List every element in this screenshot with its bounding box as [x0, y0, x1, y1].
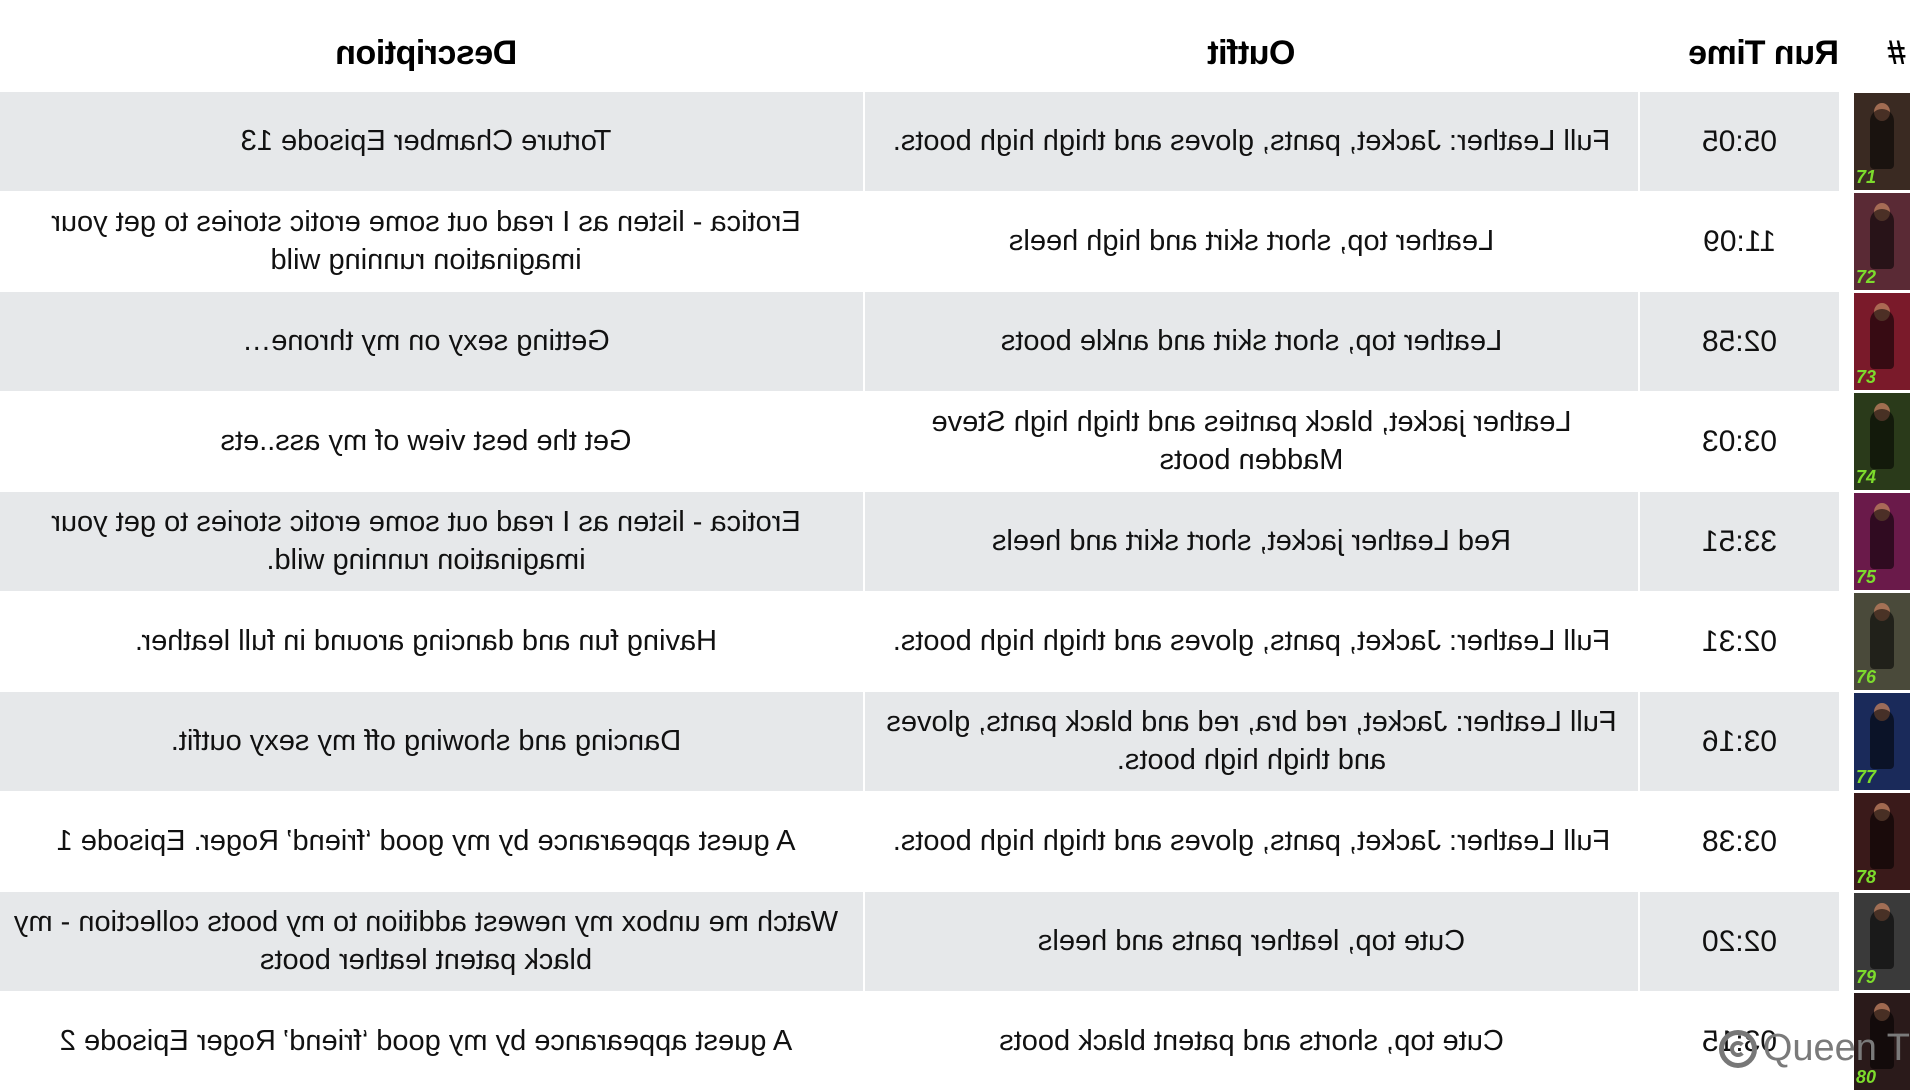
row-spacer	[1839, 92, 1852, 192]
outfit-cell: Full Leather: Jacket, pants, gloves and thigh high boots.	[864, 792, 1639, 892]
episode-number-badge: 80	[1856, 1067, 1877, 1087]
episode-thumbnail[interactable]	[1854, 593, 1910, 690]
runtime-cell: 02:20	[1639, 892, 1839, 992]
thumbnail-figure-body	[1870, 109, 1894, 169]
thumbnail-figure-body	[1870, 909, 1894, 969]
episode-table	[0, 14, 1910, 1092]
episode-thumbnail[interactable]	[1854, 693, 1910, 790]
episode-thumbnail[interactable]	[1854, 293, 1910, 390]
header-runtime: Run Time	[1688, 33, 1839, 72]
runtime-cell: 05:05	[1639, 92, 1839, 192]
runtime-cell: 03:16	[1639, 692, 1839, 792]
row-spacer	[1839, 192, 1852, 292]
episode-thumbnail[interactable]	[1854, 793, 1910, 890]
header-outfit: Outfit	[1207, 33, 1296, 72]
row-spacer	[1839, 792, 1852, 892]
row-spacer	[1839, 692, 1852, 792]
watermark-text: Queen T	[1762, 1027, 1910, 1069]
header-description: Description	[335, 33, 518, 72]
header-number: #	[1887, 33, 1906, 72]
row-spacer	[1839, 292, 1852, 392]
watermark	[1719, 1027, 1910, 1070]
description-cell: Erotica - listen as I read out some erotic stories to get your imagination running wild	[0, 192, 864, 292]
description-cell: A guest appearance by my good ‘friend’ Roger. Episode 1	[0, 792, 864, 892]
thumbnail-cell	[1852, 192, 1910, 292]
table-row	[0, 192, 1910, 292]
runtime-cell: 11:09	[1639, 192, 1839, 292]
runtime-cell: 33:51	[1639, 492, 1839, 592]
thumbnail-cell	[1852, 292, 1910, 392]
description-cell: Getting sexy on my throne…	[0, 292, 864, 392]
copyright-icon	[1719, 1030, 1757, 1068]
outfit-cell: Full Leather: Jacket, pants, gloves and thigh high boots.	[864, 592, 1639, 692]
episode-thumbnail[interactable]	[1854, 193, 1910, 290]
row-spacer	[1839, 392, 1852, 492]
episode-number-badge: 71	[1856, 167, 1877, 187]
thumbnail-figure-body	[1870, 609, 1894, 669]
thumbnail-figure-body	[1870, 209, 1894, 269]
table-row	[0, 992, 1910, 1092]
episode-number-badge: 79	[1856, 967, 1877, 987]
outfit-cell: Leather top, short skirt and ankle boots	[864, 292, 1639, 392]
episode-number-badge: 75	[1856, 567, 1877, 587]
episode-thumbnail[interactable]	[1854, 893, 1910, 990]
runtime-cell: 03:38	[1639, 792, 1839, 892]
runtime-cell: 03:03	[1639, 392, 1839, 492]
runtime-cell: 02:58	[1639, 292, 1839, 392]
description-cell: Watch me unbox my newest addition to my boots collection - my black patent leather boots	[0, 892, 864, 992]
episode-number-badge: 76	[1856, 667, 1877, 687]
thumbnail-figure-body	[1870, 709, 1894, 769]
thumbnail-figure-body	[1870, 409, 1894, 469]
description-cell: A guest appearance by my good ‘friend’ Roger Episode 2	[0, 992, 864, 1092]
outfit-cell: Leather top, short skirt and high heels	[864, 192, 1639, 292]
table-row	[0, 492, 1910, 592]
description-cell: Torture Chamber Episode 13	[0, 92, 864, 192]
table-row	[0, 592, 1910, 692]
outfit-cell: Red Leather jacket, short skirt and heels	[864, 492, 1639, 592]
episode-number-badge: 74	[1856, 467, 1877, 487]
outfit-cell: Full Leather: Jacket, red bra, red and black pants, gloves and thigh high boots.	[864, 692, 1639, 792]
outfit-cell: Cute top, shorts and patent black boots	[864, 992, 1639, 1092]
thumbnail-cell	[1852, 892, 1910, 992]
thumbnail-cell	[1852, 692, 1910, 792]
outfit-cell: Leather jacket, black panties and thigh high Steve Madden boots	[864, 392, 1639, 492]
episode-thumbnail[interactable]	[1854, 393, 1910, 490]
table-header-row	[0, 14, 1910, 92]
thumbnail-figure-body	[1870, 309, 1894, 369]
table-row	[0, 892, 1910, 992]
thumbnail-cell	[1852, 92, 1910, 192]
thumbnail-cell	[1852, 492, 1910, 592]
description-cell: Dancing and showing off my sexy outfit.	[0, 692, 864, 792]
header-spacer	[1839, 14, 1852, 92]
episode-thumbnail[interactable]	[1854, 93, 1910, 190]
description-cell: Having fun and dancing around in full leather.	[0, 592, 864, 692]
table-row	[0, 392, 1910, 492]
episode-number-badge: 73	[1856, 367, 1877, 387]
outfit-cell: Cute top, leather pants and heels	[864, 892, 1639, 992]
table-row	[0, 692, 1910, 792]
episode-number-badge: 78	[1856, 867, 1877, 887]
outfit-cell: Full Leather: Jacket, pants, gloves and thigh high boots.	[864, 92, 1639, 192]
runtime-cell: 03:15	[1639, 992, 1839, 1092]
thumbnail-figure-body	[1870, 809, 1894, 869]
thumbnail-figure-body	[1870, 509, 1894, 569]
description-cell: Erotica - listen as I read out some erotic stories to get your imagination running wild.	[0, 492, 864, 592]
thumbnail-cell	[1852, 792, 1910, 892]
thumbnail-cell	[1852, 592, 1910, 692]
episode-number-badge: 72	[1856, 267, 1877, 287]
table-row	[0, 792, 1910, 892]
table-row	[0, 292, 1910, 392]
runtime-cell: 02:31	[1639, 592, 1839, 692]
description-cell: Get the best view of my ass..ets	[0, 392, 864, 492]
table-row	[0, 92, 1910, 192]
row-spacer	[1839, 592, 1852, 692]
row-spacer	[1839, 492, 1852, 592]
episode-thumbnail[interactable]	[1854, 493, 1910, 590]
table-body	[0, 92, 1910, 1092]
row-spacer	[1839, 892, 1852, 992]
thumbnail-cell	[1852, 392, 1910, 492]
episode-number-badge: 77	[1856, 767, 1877, 787]
